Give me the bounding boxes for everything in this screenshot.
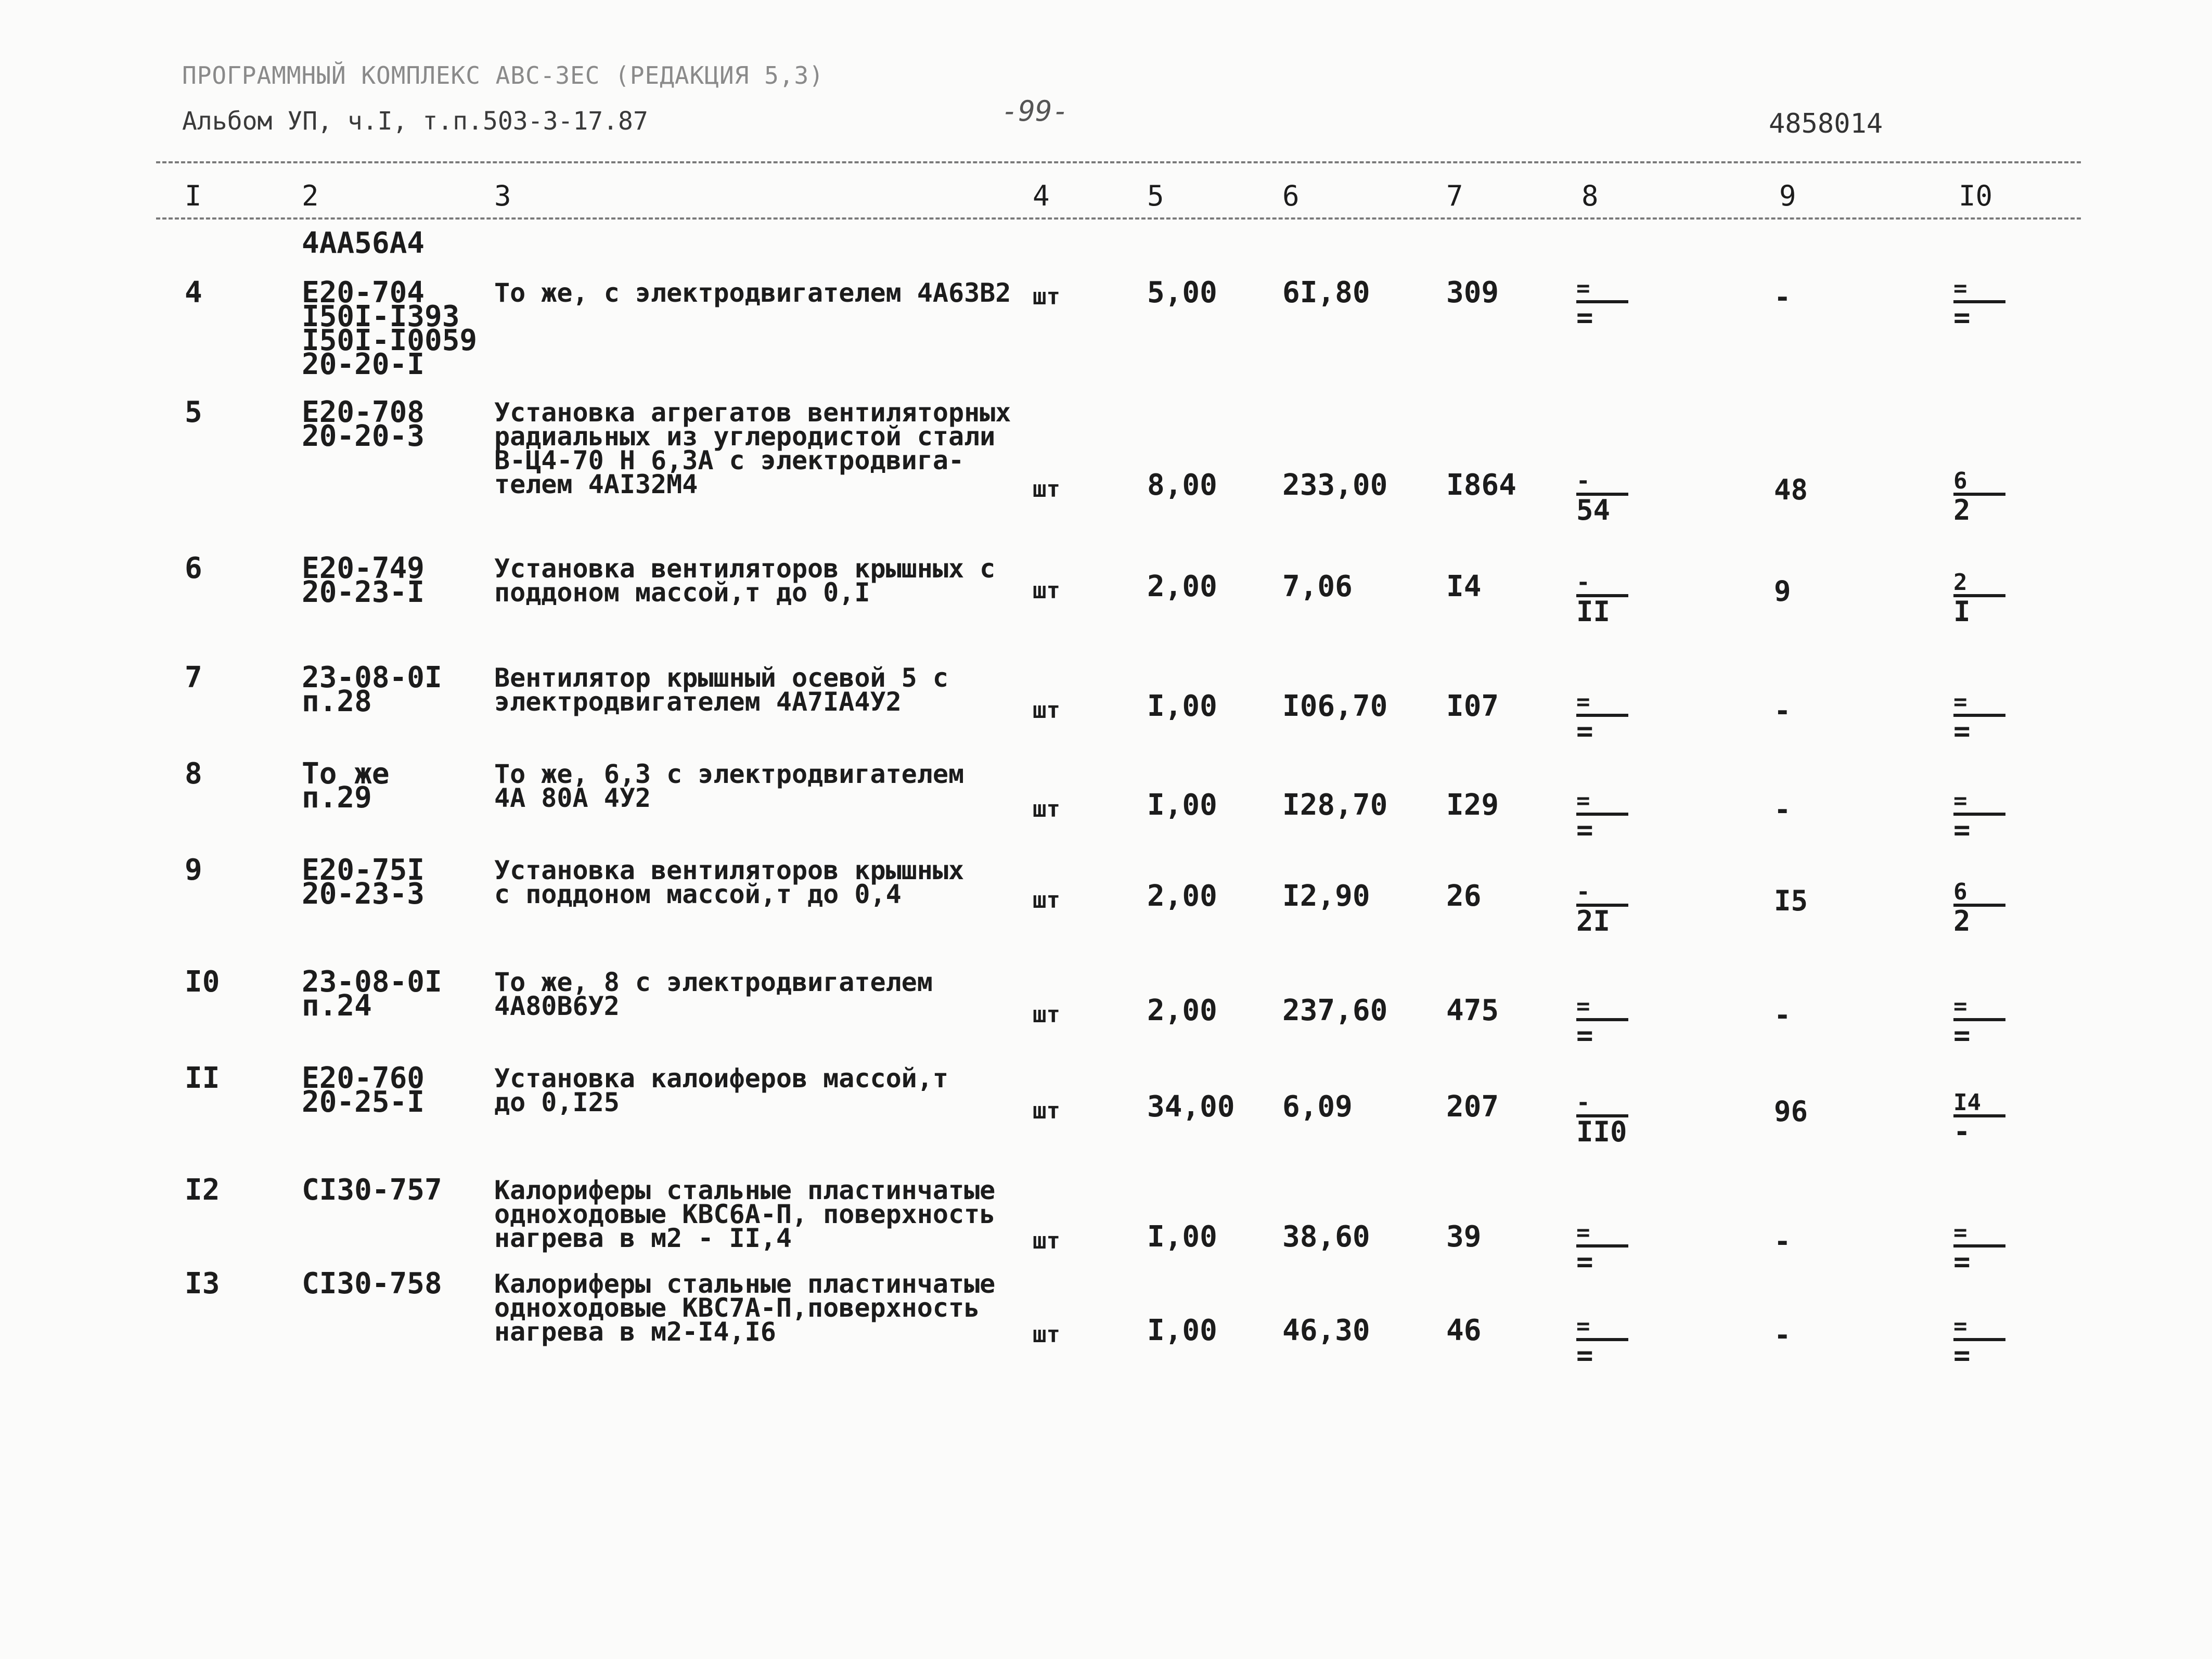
description-line: Установка вентиляторов крышных с	[494, 554, 996, 584]
fraction-denominator: 54	[1576, 494, 1611, 526]
col8-fraction	[1576, 1219, 1628, 1278]
fraction-denominator: I	[1953, 595, 1971, 628]
description-line: Установка калоиферов массой,т	[494, 1063, 948, 1094]
row-unit: шт	[1033, 697, 1060, 724]
code-line: Е20-704	[302, 276, 425, 310]
fraction-denominator: =	[1953, 301, 1971, 334]
row-description	[494, 1175, 996, 1253]
row-price: 38,60	[1282, 1220, 1370, 1254]
fraction-numerator: -	[1576, 879, 1590, 905]
fraction-denominator: =	[1576, 814, 1593, 846]
col9-value: 96	[1774, 1095, 1808, 1128]
description-line: То же, 8 с электродвигателем	[494, 967, 933, 997]
row-unit: шт	[1033, 1098, 1060, 1124]
fraction-denominator: =	[1953, 1339, 1971, 1372]
row-number: 9	[185, 853, 202, 887]
row-code	[302, 853, 425, 911]
fraction-numerator: 6	[1953, 879, 1967, 905]
row-price: 6,09	[1282, 1090, 1353, 1124]
code-line: I50I-I393	[302, 300, 460, 333]
row-unit: шт	[1033, 476, 1060, 503]
fraction-denominator: =	[1953, 1245, 1971, 1278]
col10-fraction	[1953, 468, 2005, 526]
code-line: Е20-75I	[302, 853, 425, 887]
row-unit: шт	[1033, 577, 1060, 604]
col8-fraction	[1576, 879, 1628, 937]
code-line: Е20-760	[302, 1061, 425, 1095]
header-rule-top	[156, 161, 2081, 163]
fraction-denominator: =	[1576, 715, 1593, 748]
fraction-numerator: I4	[1953, 1089, 1981, 1116]
row-total: I29	[1446, 788, 1499, 822]
col8-fraction	[1576, 1089, 1628, 1148]
fraction-denominator: =	[1953, 1019, 1971, 1052]
row-description	[494, 855, 964, 909]
column-header-4: 4	[1033, 179, 1050, 212]
continuation-text: 4АА56А4	[302, 226, 425, 260]
row-code	[302, 276, 478, 381]
description-line: радиальных из углеродистой стали	[494, 421, 996, 452]
code-line: Е20-708	[302, 395, 425, 429]
row-total: I864	[1446, 468, 1516, 502]
row-total: 39	[1446, 1220, 1482, 1254]
code-line: 20-25-I	[302, 1085, 425, 1119]
fraction-denominator: =	[1576, 1245, 1593, 1278]
description-line: одноходовые КВС6А-П, поверхность	[494, 1199, 996, 1229]
fraction-denominator: 2I	[1576, 905, 1611, 937]
column-header-2: 2	[302, 179, 319, 212]
col8-fraction	[1576, 993, 1628, 1052]
fraction-numerator: -	[1576, 1089, 1590, 1116]
row-price: 6I,80	[1282, 276, 1370, 310]
col8-fraction	[1576, 1313, 1628, 1372]
row-number: 5	[185, 395, 202, 429]
col8-fraction	[1576, 788, 1628, 846]
col10-fraction	[1953, 689, 2005, 748]
code-line: п.29	[302, 781, 372, 815]
description-line: телем 4АI32М4	[494, 469, 698, 499]
row-unit: шт	[1033, 1228, 1060, 1254]
col10-fraction	[1953, 275, 2005, 334]
fraction-numerator: =	[1576, 993, 1590, 1020]
code-line: 23-08-0I	[302, 661, 442, 695]
document-number: 4858014	[1769, 108, 1883, 139]
code-line: п.28	[302, 685, 372, 718]
row-price: I28,70	[1282, 788, 1388, 822]
description-line: до 0,I25	[494, 1087, 620, 1117]
code-line: Е20-749	[302, 551, 425, 585]
row-total: 475	[1446, 994, 1499, 1027]
description-line: В-Ц4-70 Н 6,3А с электродвига-	[494, 445, 964, 475]
column-header-8: 8	[1581, 179, 1599, 212]
code-line: 20-20-I	[302, 348, 425, 381]
fraction-numerator: =	[1576, 1219, 1590, 1246]
row-unit: шт	[1033, 887, 1060, 914]
row-unit: шт	[1033, 796, 1060, 822]
col10-fraction	[1953, 879, 2005, 937]
row-number: 4	[185, 276, 202, 310]
row-price: 237,60	[1282, 994, 1388, 1027]
description-line: То же, с электродвигателем 4А63В2	[494, 278, 1011, 308]
row-total: I4	[1446, 570, 1482, 603]
row-number: 6	[185, 551, 202, 585]
column-header-10: I0	[1959, 179, 1993, 212]
col10-fraction	[1953, 1089, 2005, 1148]
fraction-denominator: 2	[1953, 905, 1971, 937]
fraction-numerator: 6	[1953, 468, 1967, 494]
code-line: СI30-758	[302, 1267, 442, 1301]
row-price: 233,00	[1282, 468, 1388, 502]
col8-fraction	[1576, 569, 1628, 628]
col9-value: 9	[1774, 575, 1791, 608]
col8-fraction	[1576, 275, 1628, 334]
column-header-1: I	[185, 179, 202, 212]
description-line: нагрева в м2-I4,I6	[494, 1317, 776, 1347]
col9-value: -	[1774, 999, 1791, 1032]
row-unit: шт	[1033, 1321, 1060, 1348]
row-price: I06,70	[1282, 689, 1388, 723]
description-line: Установка агрегатов вентиляторных	[494, 397, 1011, 428]
fraction-denominator: II0	[1576, 1115, 1627, 1148]
row-unit: шт	[1033, 1001, 1060, 1028]
col9-value: -	[1774, 695, 1791, 727]
row-quantity: 2,00	[1147, 994, 1217, 1027]
description-line: То же, 6,3 с электродвигателем	[494, 759, 964, 789]
col10-fraction	[1953, 788, 2005, 846]
fraction-numerator: =	[1576, 1313, 1590, 1340]
row-description	[494, 663, 948, 717]
page-number: -99-	[1001, 95, 1070, 127]
code-line: 20-20-3	[302, 419, 425, 453]
row-number: II	[185, 1061, 220, 1095]
row-code	[302, 395, 425, 453]
fraction-denominator: =	[1576, 1019, 1593, 1052]
column-header-6: 6	[1282, 179, 1300, 212]
code-line: СI30-757	[302, 1173, 442, 1207]
row-code	[302, 1267, 442, 1301]
row-description	[494, 1269, 996, 1347]
row-unit: шт	[1033, 284, 1060, 310]
fraction-denominator: =	[1576, 1339, 1593, 1372]
fraction-denominator: =	[1576, 301, 1593, 334]
row-description	[494, 397, 1011, 499]
row-description	[494, 1063, 948, 1117]
row-code	[302, 965, 442, 1023]
album-reference: Альбом УП, ч.I, т.п.503-3-17.87	[182, 107, 648, 136]
col10-fraction	[1953, 1219, 2005, 1278]
row-price: 7,06	[1282, 570, 1353, 603]
fraction-denominator: II	[1576, 595, 1611, 628]
fraction-numerator: =	[1953, 1313, 1967, 1340]
column-header-5: 5	[1147, 179, 1164, 212]
col9-value: -	[1774, 1225, 1791, 1258]
code-line: I50I-I0059	[302, 324, 478, 357]
row-number: 8	[185, 757, 202, 791]
column-header-9: 9	[1779, 179, 1796, 212]
fraction-denominator: 2	[1953, 494, 1971, 526]
fraction-numerator: =	[1576, 689, 1590, 715]
col10-fraction	[1953, 569, 2005, 628]
row-description	[494, 554, 996, 608]
fraction-numerator: =	[1953, 993, 1967, 1020]
fraction-numerator: =	[1953, 275, 1967, 302]
col10-fraction	[1953, 993, 2005, 1052]
description-line: с поддоном массой,т до 0,4	[494, 879, 902, 909]
col9-value: -	[1774, 281, 1791, 314]
description-line: поддоном массой,т до 0,I	[494, 577, 870, 608]
fraction-denominator: =	[1953, 715, 1971, 748]
row-number: 7	[185, 661, 202, 695]
code-line: 23-08-0I	[302, 965, 442, 999]
program-title: ПРОГРАММНЫЙ КОМПЛЕКС АВС-ЗЕС (РЕДАКЦИЯ 5,3)	[182, 61, 824, 89]
row-number: I0	[185, 965, 220, 999]
fraction-numerator: =	[1576, 275, 1590, 302]
row-quantity: 34,00	[1147, 1090, 1235, 1124]
row-price: 46,30	[1282, 1314, 1370, 1347]
row-total: 207	[1446, 1090, 1499, 1124]
fraction-denominator: =	[1953, 814, 1971, 846]
row-total: 309	[1446, 276, 1499, 310]
description-line: электродвигателем 4А7IА4У2	[494, 687, 902, 717]
description-line: нагрева в м2 - II,4	[494, 1223, 792, 1253]
column-header-7: 7	[1446, 179, 1463, 212]
description-line: Установка вентиляторов крышных	[494, 855, 964, 885]
code-line: 20-23-I	[302, 575, 425, 609]
fraction-numerator: =	[1953, 1219, 1967, 1246]
row-description	[494, 278, 1011, 308]
fraction-numerator: =	[1953, 689, 1967, 715]
row-total: 46	[1446, 1314, 1482, 1347]
col9-value: I5	[1774, 884, 1808, 917]
col9-value: 48	[1774, 473, 1808, 506]
description-line: Вентилятор крышный осевой 5 с	[494, 663, 948, 693]
col8-fraction	[1576, 689, 1628, 748]
header-rule-bottom	[156, 217, 2081, 220]
row-total: 26	[1446, 879, 1482, 913]
code-line: 20-23-3	[302, 877, 425, 911]
row-total: I07	[1446, 689, 1499, 723]
row-code	[302, 1061, 425, 1119]
row-description	[494, 967, 933, 1021]
row-number: I2	[185, 1173, 220, 1207]
row-code	[302, 661, 442, 718]
fraction-numerator: =	[1576, 788, 1590, 814]
row-code	[302, 1173, 442, 1207]
fraction-numerator: 2	[1953, 569, 1967, 596]
col9-value: -	[1774, 1319, 1791, 1352]
row-code	[302, 551, 425, 609]
row-quantity: 5,00	[1147, 276, 1217, 310]
code-line: То же	[302, 757, 390, 791]
row-quantity: I,00	[1147, 788, 1217, 822]
fraction-numerator: =	[1953, 788, 1967, 814]
description-line: 4А 80А 4У2	[494, 783, 651, 813]
row-quantity: I,00	[1147, 1220, 1217, 1254]
row-quantity: 8,00	[1147, 468, 1217, 502]
row-quantity: I,00	[1147, 1314, 1217, 1347]
code-line: п.24	[302, 989, 372, 1023]
row-quantity: I,00	[1147, 689, 1217, 723]
row-number: I3	[185, 1267, 220, 1301]
col8-fraction	[1576, 468, 1628, 526]
row-code	[302, 757, 390, 815]
fraction-denominator: -	[1953, 1115, 1971, 1148]
row-quantity: 2,00	[1147, 570, 1217, 603]
description-line: Калориферы стальные пластинчатые	[494, 1269, 996, 1299]
col9-value: -	[1774, 793, 1791, 826]
fraction-numerator: -	[1576, 468, 1590, 494]
description-line: 4А80В6У2	[494, 991, 620, 1021]
column-header-3: 3	[494, 179, 511, 212]
row-description	[494, 759, 964, 813]
fraction-numerator: -	[1576, 569, 1590, 596]
description-line: одноходовые КВС7А-П,поверхность	[494, 1293, 980, 1323]
row-quantity: 2,00	[1147, 879, 1217, 913]
col10-fraction	[1953, 1313, 2005, 1372]
row-price: I2,90	[1282, 879, 1370, 913]
description-line: Калориферы стальные пластинчатые	[494, 1175, 996, 1205]
